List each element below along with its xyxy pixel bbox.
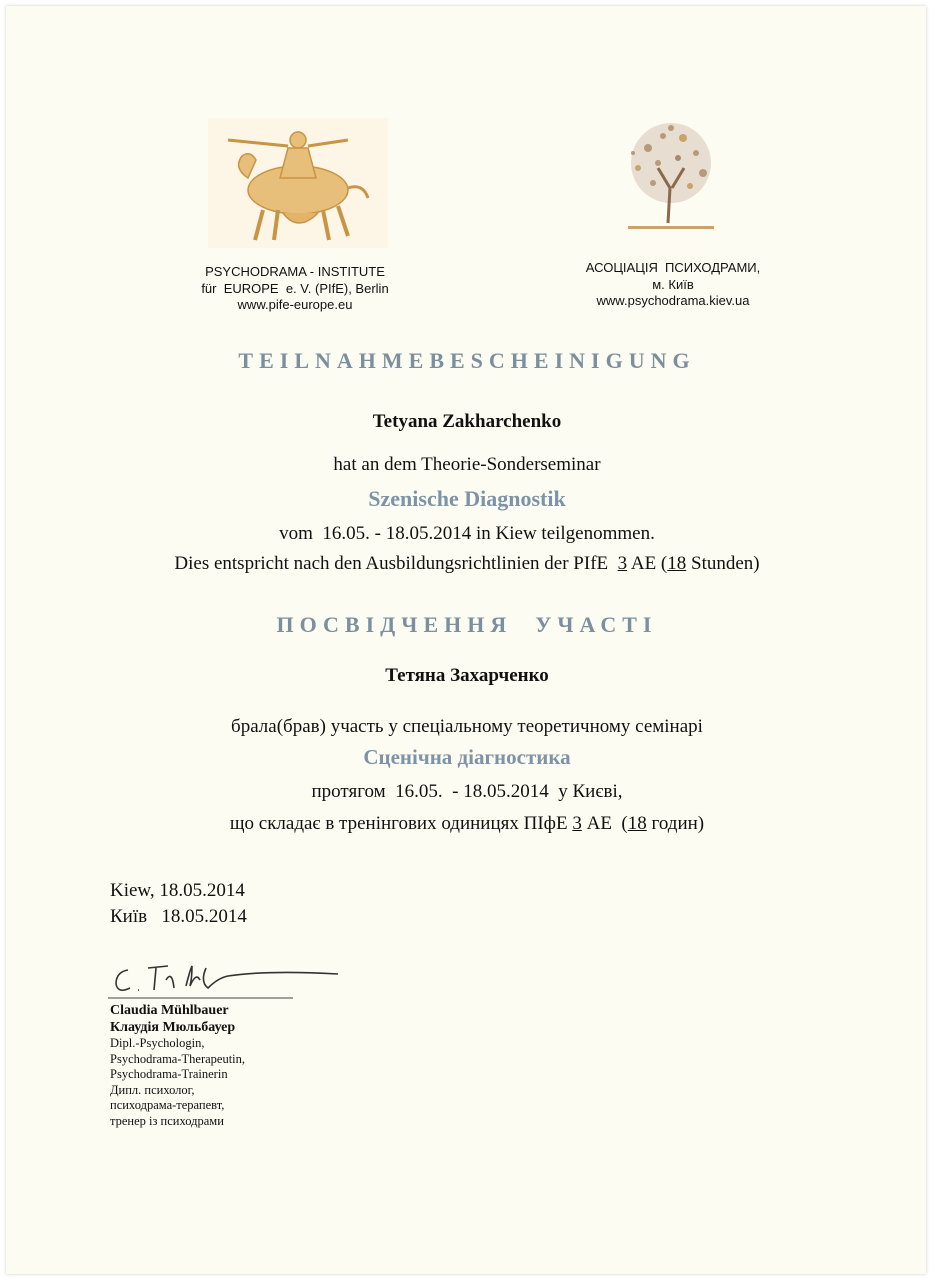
ukrainian-seminar-title: Сценічна діагностика (363, 745, 571, 769)
signature (108, 958, 348, 1000)
pife-address (170, 264, 420, 314)
pife-name: PSYCHODRAMA - INSTITUTE (205, 264, 385, 279)
signatory-name-de: Claudia Mühlbauer (110, 1003, 229, 1018)
pife-logo (208, 118, 388, 248)
german-line1: hat an dem Theorie-Sonderseminar (333, 454, 601, 475)
place-date-uk: Київ 18.05.2014 (110, 906, 247, 927)
association-address (548, 260, 798, 310)
ukrainian-line2: протягом 16.05. - 18.05.2014 у Києві, (311, 781, 623, 802)
ukrainian-participant-name: Тетяна Захарченко (385, 665, 549, 686)
signatory-title: тренер із психодрами (110, 1113, 224, 1128)
german-title: TEILNAHMEBESCHEINIGUNG (238, 348, 696, 373)
ukrainian-line3-text: годин) (646, 813, 705, 834)
association-city: м. Київ (652, 276, 694, 292)
ukrainian-line3-text: що складає в тренінгових одиницях ПІфЕ (229, 813, 573, 834)
german-line3 (0, 553, 934, 575)
ukrainian-units: 3 (572, 813, 582, 834)
signatory-title: Дипл. психолог, (110, 1082, 195, 1097)
ukrainian-title: ПОСВІДЧЕННЯ УЧАСТІ (276, 612, 658, 637)
signatory-name-uk: Клаудія Мюльбауер (110, 1020, 236, 1035)
signatory-title: Dipl.-Psychologin, (110, 1036, 205, 1050)
pife-website: www.pife-europe.eu (237, 297, 353, 312)
association-logo (608, 118, 734, 238)
signatory-block (110, 1002, 245, 1129)
german-line3-text: AE ( (627, 553, 668, 574)
association-name: АСОЦІАЦІЯ ПСИХОДРАМИ, (585, 260, 761, 275)
german-line3-text: Stunden) (686, 553, 760, 574)
ukrainian-line1: брала(брав) участь у спеціальному теоретичному семінарі (231, 716, 703, 737)
german-line2: vom 16.05. - 18.05.2014 in Kiew teilgenommen. (279, 523, 655, 544)
german-line3-text: Dies entspricht nach den Ausbildungsrichtlinien der PIfE (174, 553, 618, 574)
ukrainian-line3 (0, 813, 934, 835)
german-participant-name: Tetyana Zakharchenko (372, 411, 562, 432)
ukrainian-hours: 18 (627, 813, 647, 834)
place-date-de: Kiew, 18.05.2014 (110, 880, 245, 901)
ukrainian-line3-text: АЕ ( (581, 813, 628, 834)
german-units: 3 (617, 553, 628, 574)
german-hours: 18 (667, 553, 687, 574)
signatory-title: Psychodrama-Trainerin (110, 1067, 228, 1081)
german-seminar-title: Szenische Diagnostik (368, 486, 566, 511)
pife-location: für EUROPE e. V. (PIfE), Berlin (201, 280, 389, 296)
signatory-title: психодрама-терапевт, (110, 1098, 225, 1112)
signatory-title: Psychodrama-Therapeutin, (110, 1051, 246, 1066)
association-website: www.psychodrama.kiev.ua (596, 293, 750, 308)
